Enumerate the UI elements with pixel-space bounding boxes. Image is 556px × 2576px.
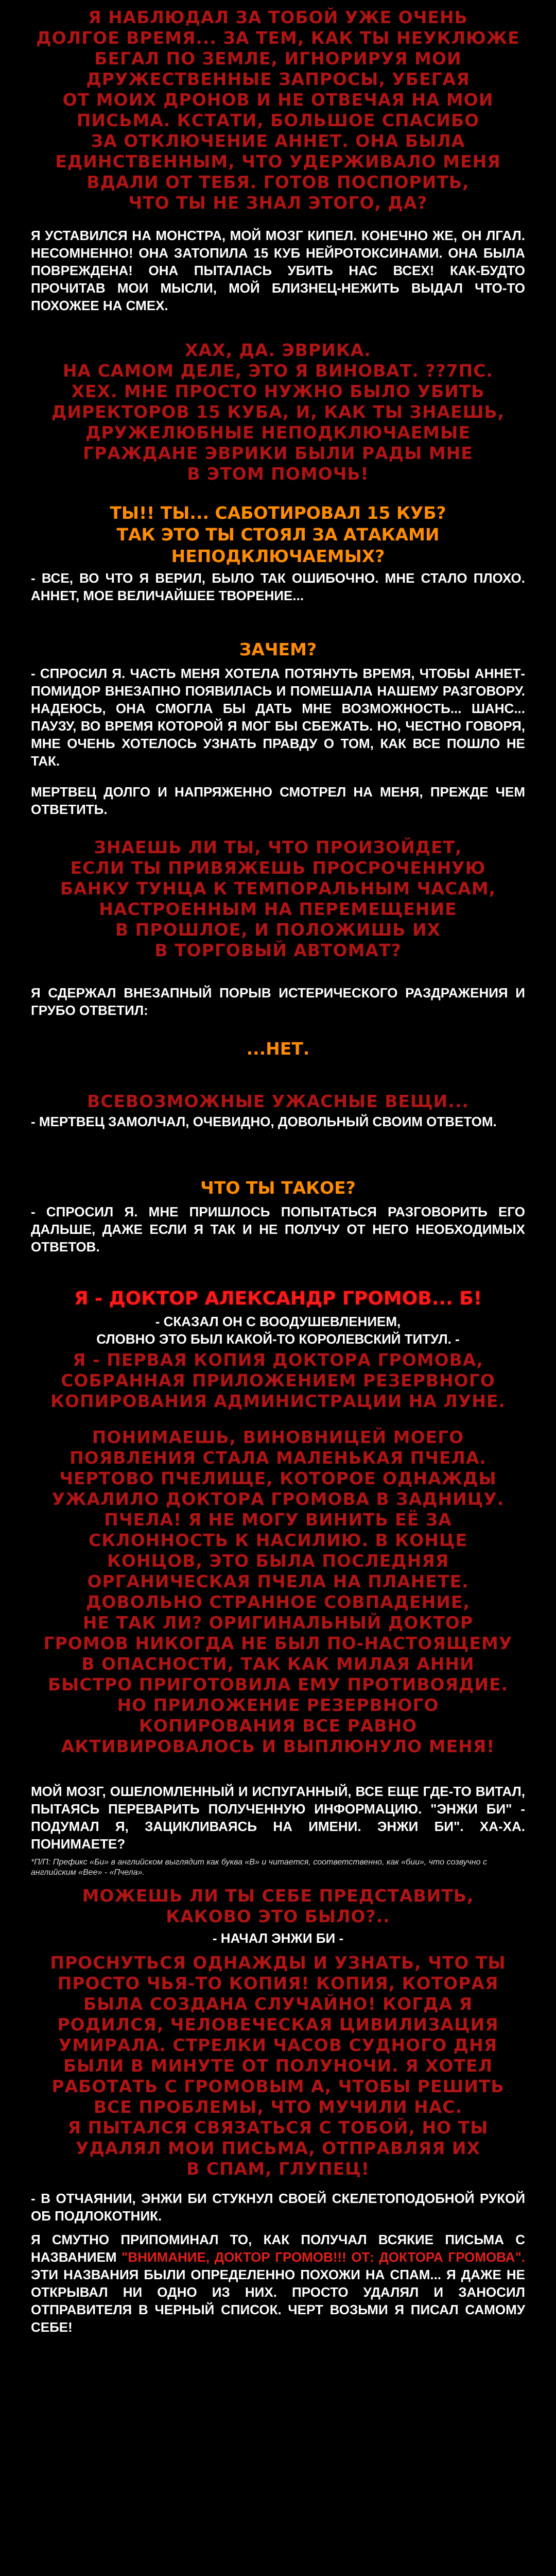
speech-block-eureka: ХАХ, ДА. ЭВРИКА. НА САМОМ ДЕЛЕ, ЭТО Я ВИНОВАТ. ??7ПС. ХЕХ. МНЕ ПРОСТО НУЖНО БЫЛО УБИТЬ ДИРЕКТОРОВ 15 КУБА, И, КАК ТЫ ЗНАЕШЬ, ДРУЖЕЛЮБНЫЕ НЕПОДКЛЮЧАЕМЫЕ ГРАЖДАНЕ ЭВРИКИ БЫЛИ РАДЫ МНЕ В ЭТОМ ПОМОЧЬ! xyxy=(51,340,505,484)
narration-restrain: Я СДЕРЖАЛ ВНЕЗАПНЫЙ ПОРЫВ ИСТЕРИЧЕСКОГО РАЗДРАЖЕНИЯ И ГРУБО ОТВЕТИЛ: xyxy=(31,985,525,1018)
translator-note: *П/П: Префикс «Би» в английском выглядит как буква «В» и читается, соответственно, как «бии», что созвучно с английским «Bee» - «Пчела». xyxy=(31,1858,487,1877)
speech-block-imagine: МОЖЕШЬ ЛИ ТЫ СЕБЕ ПРЕДСТАВИТЬ, КАКОВО ЭТО БЫЛО?.. xyxy=(82,1886,474,1926)
speech-block-doctor-title: Я - ДОКТОР АЛЕКСАНДР ГРОМОВ... Б! xyxy=(74,1288,482,1309)
speech-block-sabotage: ТЫ!! ТЫ... САБОТИРОВАЛ 15 КУБ? ТАК ЭТО ТЫ СТОЯЛ ЗА АТАКАМИ НЕПОДКЛЮЧАЕМЫХ? xyxy=(110,503,446,566)
narration-pleased: - МЕРТВЕЦ ЗАМОЛЧАЛ, ОЧЕВИДНО, ДОВОЛЬНЫЙ СВОИМ ОТВЕТОМ. xyxy=(31,1114,497,1129)
letter-subject-highlight: "ВНИМАНИЕ, ДОКТОР ГРОМОВ!!! ОТ: ДОКТОРА ГРОМОВА". xyxy=(121,2249,525,2265)
speech-block-what-are-you: ЧТО ТЫ ТАКОЕ? xyxy=(200,1178,356,1198)
narration-stall: - СПРОСИЛ Я. ЧАСТЬ МЕНЯ ХОТЕЛА ПОТЯНУТЬ ВРЕМЯ, ЧТОБЫ АННЕТ-ПОМИДОР ВНЕЗАПНО ПОЯВИЛАСЬ И ПОМЕШАЛА НАШЕМУ РАЗГОВОРУ. НАДЕЮСЬ, ОНА СМОГЛА БЫ ДАТЬ МНЕ ВОЗМОЖНОСТЬ... ШАНС... ПАУЗУ, ВО ВРЕМЯ КОТОРОЙ Я МОГ БЫ СБЕЖАТЬ. НО, ЧЕСТНО ГОВОРЯ, МНЕ ОЧЕНЬ ХОТЕЛОСЬ УЗНАТЬ ПРАВДУ О ТОМ, КАК ВСЕ ПОШЛО НЕ ТАК. xyxy=(31,666,525,769)
narration-began: - НАЧАЛ ЭНЖИ БИ - xyxy=(212,1930,344,1946)
narration-annet: - ВСЕ, ВО ЧТО Я ВЕРИЛ, БЫЛО ТАК ОШИБОЧНО. МНЕ СТАЛО ПЛОХО. АННЕТ, МОЕ ВЕЛИЧАЙШЕЕ ТВОРЕНИЕ... xyxy=(31,570,525,603)
speech-block-why: ЗАЧЕМ? xyxy=(239,639,317,659)
narration-stunned: МОЙ МОЗГ, ОШЕЛОМЛЕННЫЙ И ИСПУГАННЫЙ, ВСЕ ЕЩЕ ГДЕ-ТО ВИТАЛ, ПЫТАЯСЬ ПЕРЕВАРИТЬ ПОЛУЧЕННУЮ ИНФОРМАЦИЮ. "ЭНЖИ БИ" - ПОДУМАЛ Я, ЗАЦИКЛИВАЯСЬ НА ИМЕНИ. ЭНЖИ БИ". ХА-ХА. ПОНИМАЕТЕ? xyxy=(31,1784,525,1852)
speech-block-copy-rant: ПРОСНУТЬСЯ ОДНАЖДЫ И УЗНАТЬ, ЧТО ТЫ ПРОСТО ЧЬЯ-ТО КОПИЯ! КОПИЯ, КОТОРАЯ БЫЛА СОЗДАНА СЛУЧАЙНО! КОГДА Я РОДИЛСЯ, ЧЕЛОВЕЧЕСКАЯ ЦИВИЛИЗАЦИЯ УМИРАЛА. СТРЕЛКИ ЧАСОВ СУДНОГО ДНЯ БЫЛИ В МИНУТЕ ОТ ПОЛУНОЧИ. Я ХОТЕЛ РАБОТАТЬ С ГРОМОВЫМ А, ЧТОБЫ РЕШИТЬ ВСЕ ПРОБЛЕМЫ, ЧТО МУЧИЛИ НАС. Я ПЫТАЛСЯ СВЯЗАТЬСЯ С ТОБОЙ, НО ТЫ УДАЛЯЛ МОИ ПИСЬМА, ОТПРАВЛЯЯ ИХ В СПАМ, ГЛУПЕЦ! xyxy=(50,1953,506,2179)
narration-enthusiasm: - СКАЗАЛ ОН С ВООДУШЕВЛЕНИЕМ, СЛОВНО ЭТО БЫЛ КАКОЙ-ТО КОРОЛЕВСКИЙ ТИТУЛ. - xyxy=(96,1314,460,1347)
narration-stare: МЕРТВЕЦ ДОЛГО И НАПРЯЖЕННО СМОТРЕЛ НА МЕНЯ, ПРЕЖДЕ ЧЕМ ОТВЕТИТЬ. xyxy=(31,784,525,817)
narration-monster-lies: Я УСТАВИЛСЯ НА МОНСТРА, МОЙ МОЗГ КИПЕЛ. КОНЕЧНО ЖЕ, ОН ЛГАЛ. НЕСОМНЕННО! ОНА ЗАТОПИЛА 15 КУБ НЕЙРОТОКСИНАМИ. ОНА БЫЛА ПОВРЕЖДЕНА! ОНА ПЫТАЛАСЬ УБИТЬ НАС ВСЕХ! КАК-БУДТО ПРОЧИТАВ МОИ МЫСЛИ, МОЙ БЛИЗНЕЦ-НЕЖИТЬ ВЫДАЛ ЧТО-ТО ПОХОЖЕЕ НА СМЕХ. xyxy=(31,228,525,313)
speech-block-no: ...НЕТ. xyxy=(246,1039,310,1059)
speech-block-taunt: Я НАБЛЮДАЛ ЗА ТОБОЙ УЖЕ ОЧЕНЬ ДОЛГОЕ ВРЕМЯ... ЗА ТЕМ, КАК ТЫ НЕУКЛЮЖЕ БЕГАЛ ПО ЗЕМЛЕ, ИГНОРИРУЯ МОИ ДРУЖЕСТВЕННЫЕ ЗАПРОСЫ, УБЕГАЯ ОТ МОИХ ДРОНОВ И НЕ ОТВЕЧАЯ НА МОИ ПИСЬМА. КСТАТИ, БОЛЬШОЕ СПАСИБО ЗА ОТКЛЮЧЕНИЕ АННЕТ. ОНА БЫЛА ЕДИНСТВЕННЫМ, ЧТО УДЕРЖИВАЛО МЕНЯ ВДАЛИ ОТ ТЕБЯ. ГОТОВ ПОСПОРИТЬ, ЧТО ТЫ НЕ ЗНАЛ ЭТОГО, ДА? xyxy=(36,7,520,213)
speech-block-bee-story: ПОНИМАЕШЬ, ВИНОВНИЦЕЙ МОЕГО ПОЯВЛЕНИЯ СТАЛА МАЛЕНЬКАЯ ПЧЕЛА. ЧЕРТОВО ПЧЕЛИЩЕ, КОТОРОЕ ОДНАЖДЫ УЖАЛИЛО ДОКТОРА ГРОМОВА В ЗАДНИЦУ. ПЧЕЛА! Я НЕ МОГУ ВИНИТЬ ЕЁ ЗА СКЛОННОСТЬ К НАСИЛИЮ. В КОНЦЕ КОНЦОВ, ЭТО БЫЛА ПОСЛЕДНЯЯ ОРГАНИЧЕСКАЯ ПЧЕЛА НА ПЛАНЕТЕ. ДОВОЛЬНО СТРАННОЕ СОВПАДЕНИЕ, НЕ ТАК ЛИ? ОРИГИНАЛЬНЫЙ ДОКТОР ГРОМОВ НИКОГДА НЕ БЫЛ ПО-НАСТОЯЩЕМУ В ОПАСНОСТИ, ТАК КАК МИЛАЯ АННИ БЫСТРО ПРИГОТОВИЛА ЕМУ ПРОТИВОЯДИЕ. НО ПРИЛОЖЕНИЕ РЕЗЕРВНОГО КОПИРОВАНИЯ ВСЕ РАВНО АКТИВИРОВАЛОСЬ И ВЫПЛЮНУЛО МЕНЯ! xyxy=(43,1427,513,1756)
speech-block-terrible-things: ВСЕВОЗМОЖНЫЕ УЖАСНЫЕ ВЕЩИ... xyxy=(87,1091,469,1111)
narration-ask: - СПРОСИЛ Я. МНЕ ПРИШЛОСЬ ПОПЫТАТЬСЯ РАЗГОВОРИТЬ ЕГО ДАЛЬШЕ, ДАЖЕ ЕСЛИ Я ТАК И НЕ ПОЛУЧУ ОТ НЕГО НЕОБХОДИМЫХ ОТВЕТОВ. xyxy=(31,1204,525,1255)
speech-block-tuna: ЗНАЕШЬ ЛИ ТЫ, ЧТО ПРОИЗОЙДЕТ, ЕСЛИ ТЫ ПРИВЯЖЕШЬ ПРОСРОЧЕННУЮ БАНКУ ТУНЦА К ТЕМПОРАЛЬНЫМ ЧАСАМ, НАСТРОЕННЫМ НА ПЕРЕМЕЩЕНИЕ В ПРОШЛОЕ, И ПОЛОЖИШЬ ИХ В ТОРГОВЫЙ АВТОМАТ? xyxy=(60,837,496,960)
narration-spam-letters: Я СМУТНО ПРИПОМИНАЛ ТО, КАК ПОЛУЧАЛ ВСЯКИЕ ПИСЬМА С НАЗВАНИЕМ "ВНИМАНИЕ, ДОКТОР ГРОМОВ!!! ОТ: ДОКТОРА ГРОМОВА". ЭТИ НАЗВАНИЯ БЫЛИ ОПРЕДЕЛЕННО ПОХОЖИ НА СПАМ... Я ДАЖЕ НЕ ОТКРЫВАЛ НИ ОДНО ИЗ НИХ. ПРОСТО УДАЛЯЛ И ЗАНОСИЛ ОТПРАВИТЕЛЯ В ЧЕРНЫЙ СПИСОК. ЧЕРТ ВОЗЬМИ Я ПИСАЛ САМОМУ СЕБЕ! xyxy=(31,2232,525,2335)
narration-despair: - В ОТЧАЯНИИ, ЭНЖИ БИ СТУКНУЛ СВОЕЙ СКЕЛЕТОПОДОБНОЙ РУКОЙ ОБ ПОДЛОКОТНИК. xyxy=(31,2191,525,2224)
speech-block-first-copy: Я - ПЕРВАЯ КОПИЯ ДОКТОРА ГРОМОВА, СОБРАННАЯ ПРИЛОЖЕНИЕМ РЕЗЕРВНОГО КОПИРОВАНИЯ АДМИНИСТРАЦИИ НА ЛУНЕ. xyxy=(50,1350,506,1411)
